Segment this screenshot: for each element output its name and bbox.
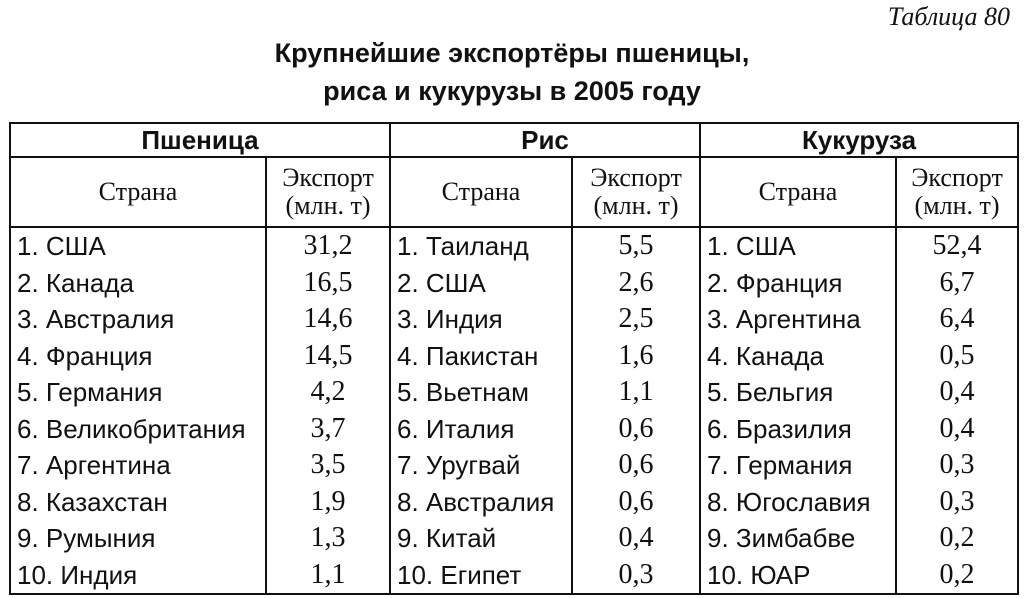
- wheat-country-cell: 7. Аргентина: [10, 447, 266, 484]
- corn-country-cell: 4. Канада: [700, 338, 896, 375]
- group-header-row: [10, 123, 1018, 157]
- col-header-export-line1: Экспорт: [911, 163, 1003, 192]
- rice-country-cell: 2. США: [390, 265, 572, 302]
- col-header-country: Страна: [700, 157, 896, 227]
- col-header-export-line1: Экспорт: [282, 163, 374, 192]
- corn-export-cell: 0,4: [896, 411, 1018, 448]
- corn-export-cell: 0,2: [896, 557, 1018, 595]
- wheat-country-cell: 4. Франция: [10, 338, 266, 375]
- wheat-export-cell: 14,5: [266, 338, 390, 375]
- col-header-export: [896, 157, 1018, 227]
- group-header-corn: Кукуруза: [700, 123, 1018, 157]
- wheat-export-cell: 14,6: [266, 301, 390, 338]
- column-header-row: [10, 157, 1018, 227]
- wheat-country-cell: 5. Германия: [10, 374, 266, 411]
- rice-export-cell: 0,6: [572, 411, 700, 448]
- col-header-export: [572, 157, 700, 227]
- table-row: [10, 447, 1018, 484]
- group-header-wheat: Пшеница: [10, 123, 390, 157]
- wheat-export-cell: 1,3: [266, 520, 390, 557]
- rice-country-cell: 9. Китай: [390, 520, 572, 557]
- corn-export-cell: 0,3: [896, 484, 1018, 521]
- wheat-country-cell: 8. Казахстан: [10, 484, 266, 521]
- rice-country-cell: 1. Таиланд: [390, 227, 572, 265]
- corn-export-cell: 0,2: [896, 520, 1018, 557]
- rice-export-cell: 0,6: [572, 447, 700, 484]
- wheat-country-cell: 1. США: [10, 227, 266, 265]
- rice-export-cell: 0,3: [572, 557, 700, 595]
- rice-export-cell: 1,6: [572, 338, 700, 375]
- rice-country-cell: 4. Пакистан: [390, 338, 572, 375]
- wheat-country-cell: 2. Канада: [10, 265, 266, 302]
- table-row: [10, 484, 1018, 521]
- wheat-export-cell: 1,1: [266, 557, 390, 595]
- corn-country-cell: 9. Зимбабве: [700, 520, 896, 557]
- corn-export-cell: 52,4: [896, 227, 1018, 265]
- rice-export-cell: 2,5: [572, 301, 700, 338]
- wheat-country-cell: 10. Индия: [10, 557, 266, 595]
- rice-country-cell: 8. Австралия: [390, 484, 572, 521]
- table-title-line-2: риса и кукурузы в 2005 году: [323, 76, 701, 106]
- table-row: [10, 411, 1018, 448]
- table-row: [10, 338, 1018, 375]
- col-header-country: Страна: [10, 157, 266, 227]
- rice-export-cell: 1,1: [572, 374, 700, 411]
- col-header-export-line2: (млн. т): [285, 191, 371, 220]
- table-row: [10, 301, 1018, 338]
- rice-country-cell: 10. Египет: [390, 557, 572, 595]
- col-header-export-line2: (млн. т): [914, 191, 1000, 220]
- wheat-export-cell: 4,2: [266, 374, 390, 411]
- corn-country-cell: 7. Германия: [700, 447, 896, 484]
- corn-country-cell: 8. Югославия: [700, 484, 896, 521]
- wheat-export-cell: 3,7: [266, 411, 390, 448]
- corn-export-cell: 6,7: [896, 265, 1018, 302]
- corn-country-cell: 6. Бразилия: [700, 411, 896, 448]
- wheat-country-cell: 3. Австралия: [10, 301, 266, 338]
- corn-export-cell: 0,4: [896, 374, 1018, 411]
- wheat-export-cell: 31,2: [266, 227, 390, 265]
- wheat-export-cell: 3,5: [266, 447, 390, 484]
- corn-country-cell: 3. Аргентина: [700, 301, 896, 338]
- exporters-table: [9, 122, 1019, 595]
- group-header-rice: Рис: [390, 123, 700, 157]
- rice-export-cell: 0,6: [572, 484, 700, 521]
- rice-export-cell: 0,4: [572, 520, 700, 557]
- rice-export-cell: 2,6: [572, 265, 700, 302]
- table-body: [10, 227, 1018, 594]
- corn-country-cell: 2. Франция: [700, 265, 896, 302]
- rice-country-cell: 6. Италия: [390, 411, 572, 448]
- rice-country-cell: 3. Индия: [390, 301, 572, 338]
- corn-export-cell: 0,3: [896, 447, 1018, 484]
- corn-country-cell: 5. Бельгия: [700, 374, 896, 411]
- corn-country-cell: 1. США: [700, 227, 896, 265]
- col-header-country: Страна: [390, 157, 572, 227]
- table-row: [10, 374, 1018, 411]
- corn-export-cell: 0,5: [896, 338, 1018, 375]
- rice-country-cell: 5. Вьетнам: [390, 374, 572, 411]
- rice-export-cell: 5,5: [572, 227, 700, 265]
- wheat-export-cell: 16,5: [266, 265, 390, 302]
- corn-country-cell: 10. ЮАР: [700, 557, 896, 595]
- table-row: [10, 557, 1018, 595]
- col-header-export-line2: (млн. т): [593, 191, 679, 220]
- rice-country-cell: 7. Уругвай: [390, 447, 572, 484]
- wheat-country-cell: 9. Румыния: [10, 520, 266, 557]
- col-header-export-line1: Экспорт: [590, 163, 682, 192]
- col-header-export: [266, 157, 390, 227]
- wheat-country-cell: 6. Великобритания: [10, 411, 266, 448]
- table-title-line-1: Крупнейшие экспортёры пшеницы,: [274, 38, 750, 68]
- wheat-export-cell: 1,9: [266, 484, 390, 521]
- table-row: [10, 520, 1018, 557]
- table-row: [10, 265, 1018, 302]
- table-number-label: Таблица 80: [887, 2, 1010, 31]
- table-row: [10, 227, 1018, 265]
- corn-export-cell: 6,4: [896, 301, 1018, 338]
